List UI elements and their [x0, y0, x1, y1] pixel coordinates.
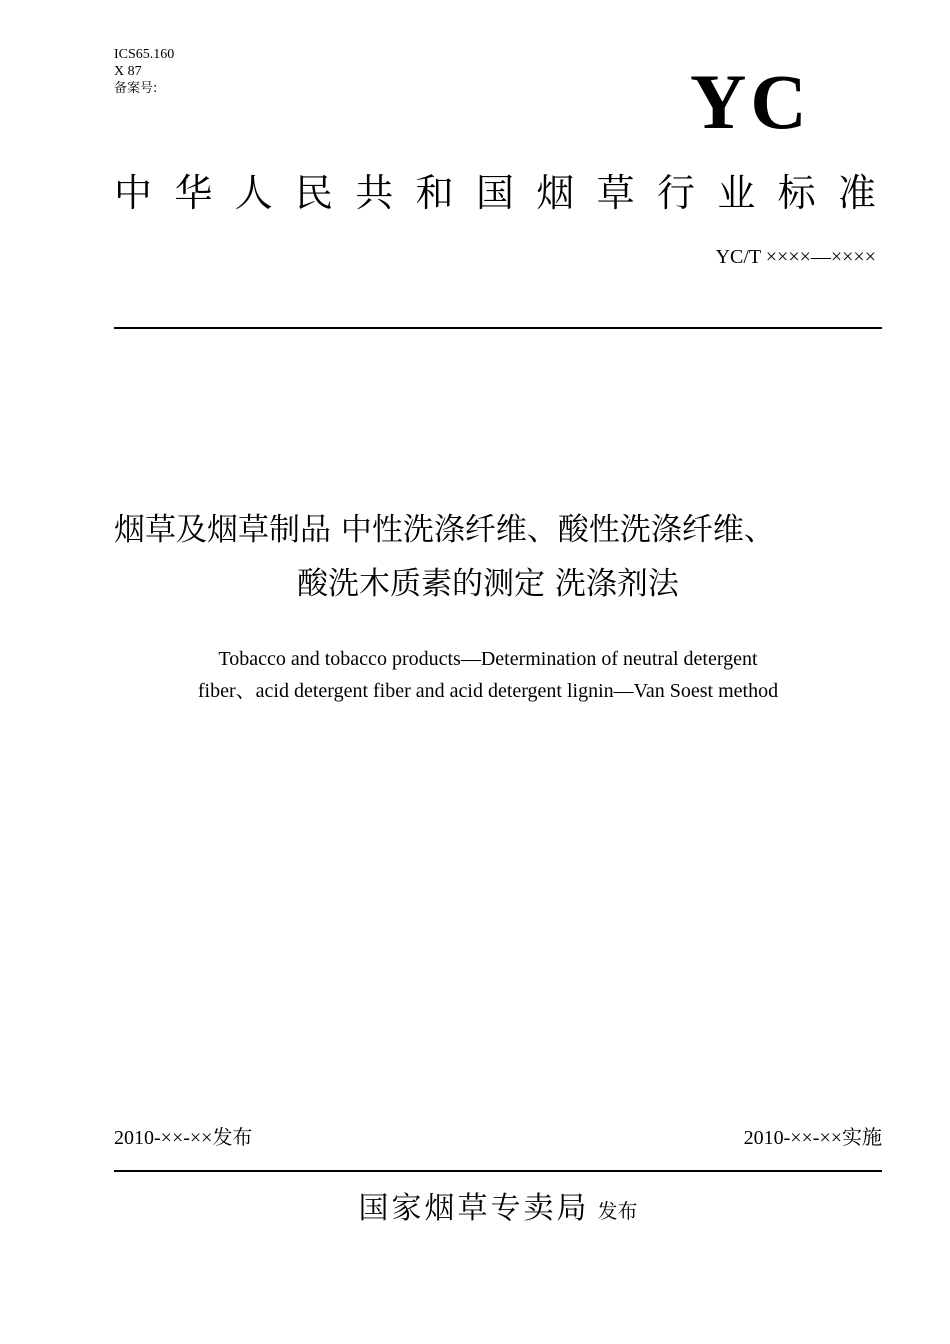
ics-code: ICS65.160	[114, 47, 175, 62]
standard-title: 中华人民共和国烟草行业标准	[114, 171, 884, 215]
yc-logo: YC	[690, 58, 811, 145]
document-title-en-line1: Tobacco and tobacco products—Determination of neutral detergent	[218, 648, 758, 670]
standard-code: YC/T ××××—××××	[715, 246, 876, 268]
document-title-en-line2: fiber、acid detergent fiber and acid detergent lignin—Van Soest method	[197, 680, 779, 702]
issuer-name: 国家烟草专卖局	[358, 1191, 590, 1226]
document-title-cn-line2: 酸洗木质素的测定 洗涤剂法	[297, 566, 679, 602]
classification-code: X 87	[114, 64, 142, 79]
document-title-cn-line1: 烟草及烟草制品 中性洗涤纤维、酸性洗涤纤维、	[114, 512, 775, 548]
issuer	[0, 1183, 950, 1227]
implement-date: 2010-××-××实施	[743, 1127, 882, 1149]
issuer-suffix: 发布	[597, 1199, 638, 1223]
divider-bottom	[114, 1170, 882, 1172]
publish-date: 2010-××-××发布	[114, 1127, 253, 1149]
divider-top	[114, 327, 882, 329]
record-number-label: 备案号:	[114, 81, 158, 96]
